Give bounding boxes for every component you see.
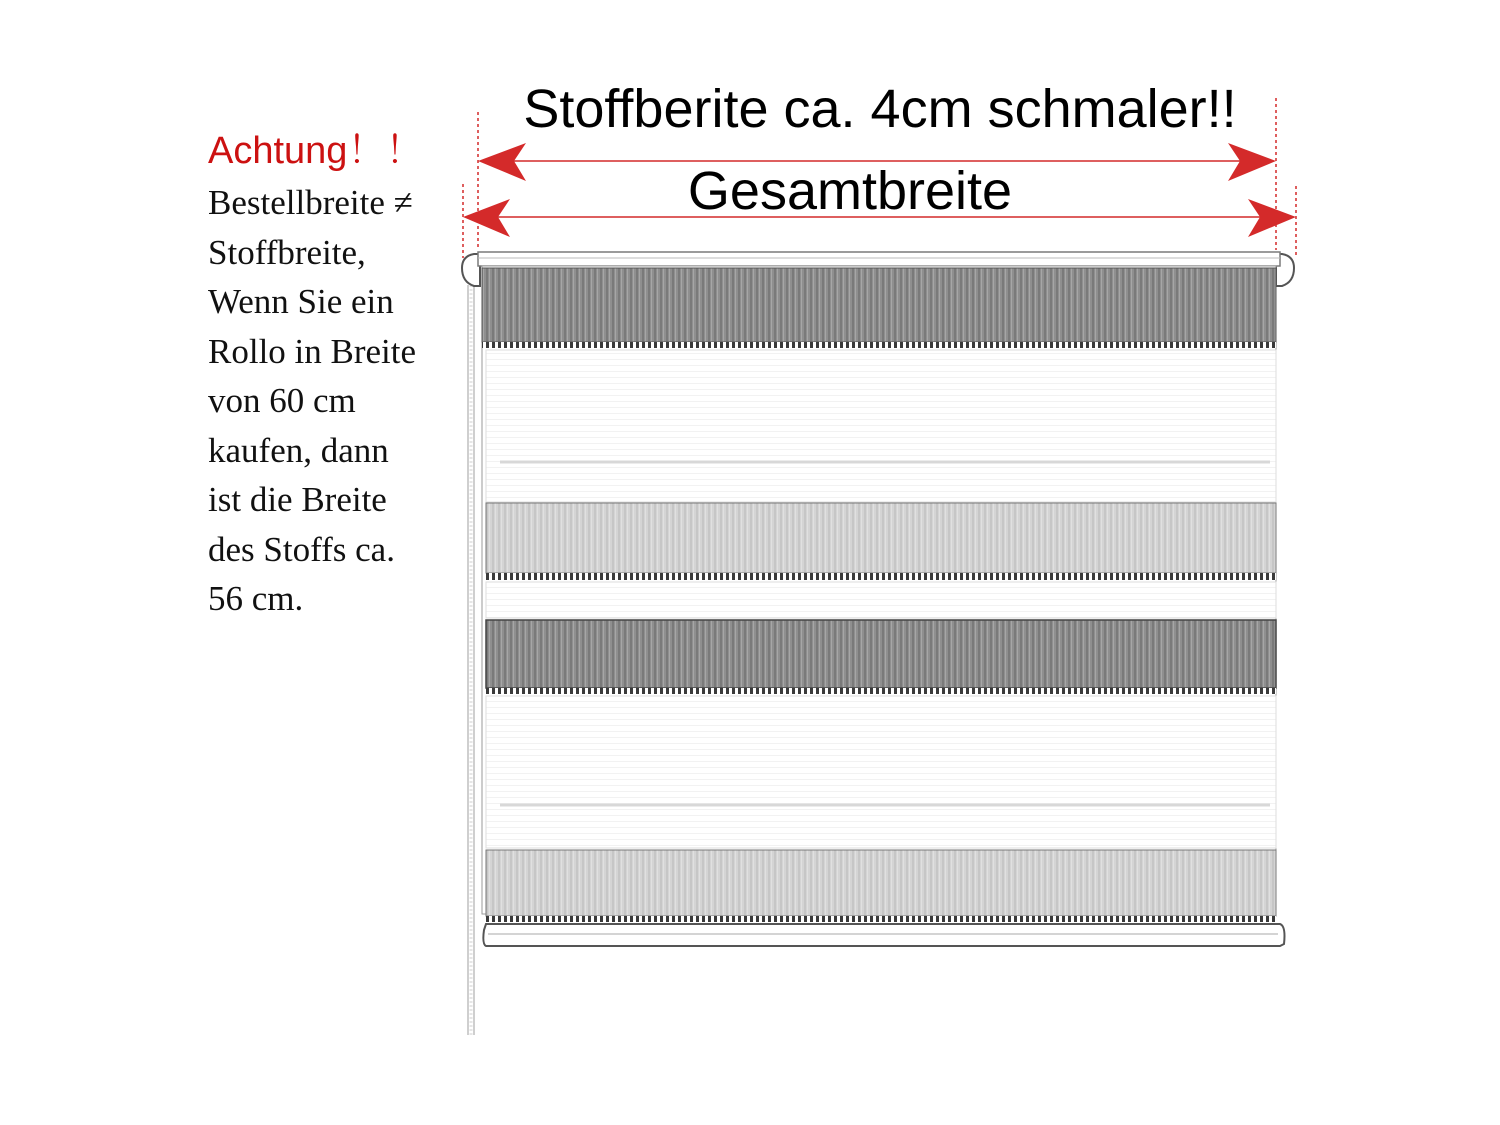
band-hem [486, 573, 1276, 580]
fabric-band-light [486, 503, 1276, 573]
fabric-band-sheer [486, 696, 1276, 848]
arrowhead-right-icon [1248, 199, 1296, 237]
band-hem [482, 342, 1276, 348]
note-line-7: ist die Breite [208, 480, 387, 519]
band-hem [486, 688, 1276, 694]
note-line-4: Rollo in Breite [208, 331, 417, 371]
note-line-9: 56 cm. [208, 579, 304, 618]
bottom-rail [483, 924, 1284, 946]
arrowhead-right-icon [1228, 143, 1276, 181]
fabric-band-dark [486, 620, 1276, 688]
arrowhead-left-icon [463, 199, 510, 237]
note-line-1: Bestellbreite ≠ [208, 183, 413, 222]
fabric-band-sheer [486, 350, 1276, 502]
fabric-width-arrow [478, 143, 1276, 181]
warning-title: Achtung！！ [208, 130, 424, 172]
fabric-band-sheer [486, 582, 1276, 618]
fabric-width-label: Stoffberite ca. 4cm schmaler!! [523, 79, 1237, 139]
extension-lines [463, 98, 1296, 258]
total-width-label: Gesamtbreite [687, 161, 1013, 221]
fabric-band-light [486, 850, 1276, 916]
note-line-5: von 60 cm [208, 381, 356, 420]
blind-fabric [482, 266, 1276, 922]
note-line-8: des Stoffs ca. [208, 529, 395, 569]
arrowhead-left-icon [478, 143, 526, 181]
band-hem [486, 916, 1276, 922]
total-width-arrow [463, 199, 1296, 237]
note-line-2: Stoffbreite, [208, 232, 366, 272]
fabric-band-dark [482, 268, 1276, 342]
chain-cord [468, 285, 474, 1035]
note-line-3: Wenn Sie ein [208, 282, 394, 321]
note-line-6: kaufen, dann [208, 430, 389, 470]
